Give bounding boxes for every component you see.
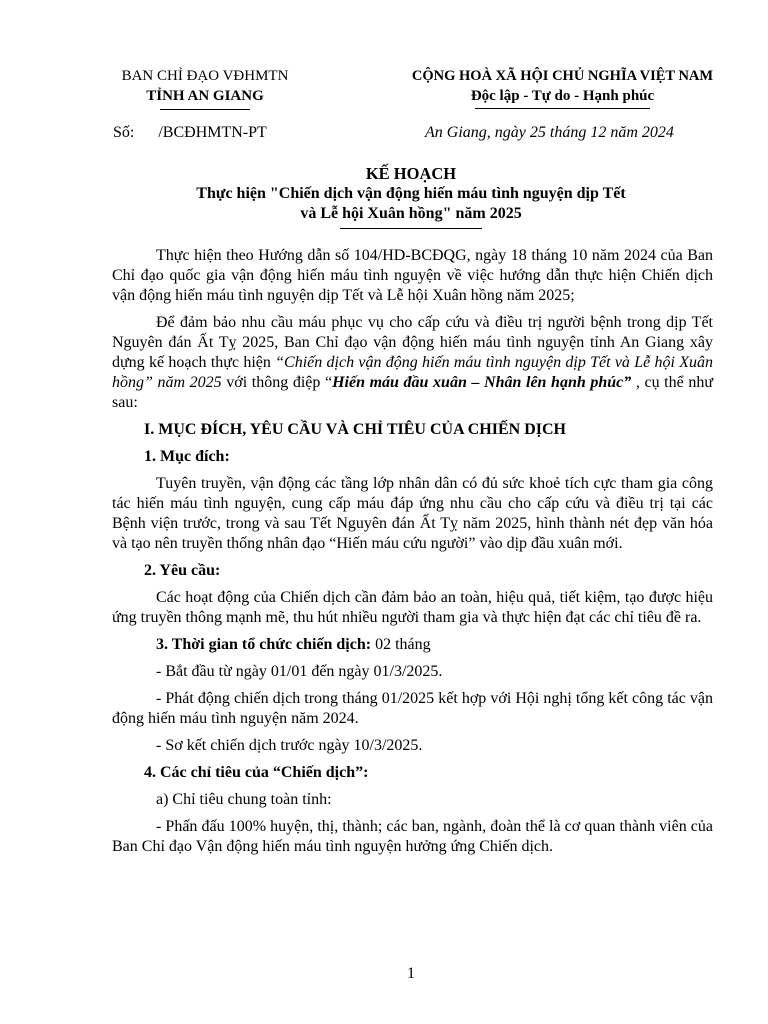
authority-name: BAN CHỈ ĐẠO VĐHMTN — [121, 68, 289, 84]
title-sub-line2: và Lễ hội Xuân hồng" năm 2025 — [300, 205, 522, 222]
bullet-launch: - Phát động chiến dịch trong tháng 01/2025 kết hợp với Hội nghị tổng kết công tác vận động hiến máu tình nguyện năm 2024. — [112, 690, 713, 727]
heading-purpose: 1. Mục đích: — [144, 448, 230, 465]
place-date: An Giang, ngày 25 tháng 12 năm 2024 — [425, 124, 674, 141]
document-number-label: Số: — [113, 124, 135, 141]
subheading-general-targets: a) Chỉ tiêu chung toàn tỉnh: — [156, 791, 332, 808]
title-sub-line1: Thực hiện "Chiến dịch vận động hiến máu tình nguyện dịp Tết — [196, 185, 626, 202]
section-heading-1: I. MỤC ĐÍCH, YÊU CẦU VÀ CHỈ TIÊU CỦA CHIẾN DỊCH — [144, 421, 566, 438]
authority-province: TỈNH AN GIANG — [146, 88, 264, 104]
document-body — [112, 246, 713, 864]
heading-targets: 4. Các chỉ tiêu của “Chiến dịch”: — [144, 764, 369, 781]
issuing-authority — [90, 66, 320, 110]
national-motto: Độc lập - Tự do - Hạnh phúc — [470, 88, 655, 104]
paragraph-purpose-intro — [112, 313, 713, 413]
heading-timeframe — [112, 635, 713, 655]
campaign-name: “Chiến dịch vận động hiến máu tình nguyện dịp Tết và Lễ hội Xuân hồng” năm 2025 — [112, 354, 713, 391]
document-number — [113, 124, 267, 142]
bullet-target-participation: - Phấn đấu 100% huyện, thị, thành; các ban, ngành, đoàn thể là cơ quan thành viên của Ban Chỉ đạo Vận động hiến máu tình nguyện hưởng ứng Chiến dịch. — [112, 818, 713, 855]
paragraph-text: , cụ thể như sau: — [112, 374, 714, 411]
motto-underline — [475, 108, 650, 109]
campaign-slogan: Hiến máu đầu xuân – Nhân lên hạnh phúc” — [332, 374, 632, 391]
paragraph-requirements: Các hoạt động của Chiến dịch cần đảm bảo an toàn, hiệu quả, tiết kiệm, tạo được hiệu ứng truyền thông mạnh mẽ, thu hút nhiều người tham gia và thực hiện đạt các chỉ tiêu đề ra. — [112, 589, 713, 626]
paragraph-basis: Thực hiện theo Hướng dẫn số 104/HD-BCĐQG, ngày 18 tháng 10 năm 2024 của Ban Chỉ đạo quốc gia vận động hiến máu tình nguyện về việc hướng dẫn thực hiện Chiến dịch vận động hiến máu tình nguyện dịp Tết và Lễ hội Xuân hồng năm 2025; — [112, 247, 713, 304]
national-heading — [400, 66, 725, 109]
authority-underline — [160, 109, 250, 110]
bullet-start-end: - Bắt đầu từ ngày 01/01 đến ngày 01/3/2025. — [156, 663, 443, 680]
timeframe-label: 3. Thời gian tổ chức chiến dịch: — [156, 636, 372, 653]
timeframe-value: 02 tháng — [371, 636, 431, 653]
paragraph-text: với thông điệp “ — [221, 374, 333, 391]
document-title — [90, 164, 732, 229]
heading-requirements: 2. Yêu cầu: — [144, 562, 221, 579]
title-underline — [340, 228, 482, 229]
title-main: KẾ HOẠCH — [365, 164, 457, 183]
paragraph-text: Để đảm bảo nhu cầu máu phục vụ cho cấp cứu và điều trị người bệnh trong dịp Tết Nguyên đán Ất Tỵ 2025, Ban Chỉ đạo vận động hiến máu tình nguyện tỉnh An Giang xây dựng kế hoạch thực hiện — [112, 314, 713, 371]
document-number-value: /BCĐHMTN-PT — [158, 124, 267, 141]
paragraph-purpose: Tuyên truyền, vận động các tầng lớp nhân dân có đủ sức khoẻ tích cực tham gia công tác hiến máu tình nguyện, cung cấp máu đáp ứng nhu cầu cho cấp cứu và điều trị tại các Bệnh viện trước, trong và sau Tết Nguyên đán Ất Tỵ năm 2025, hình thành nét đẹp văn hóa và tạo nên truyền thống nhân đạo “Hiến máu cứu người” vào dịp đầu xuân mới. — [112, 475, 713, 552]
page-number: 1 — [407, 965, 415, 982]
bullet-review: - Sơ kết chiến dịch trước ngày 10/3/2025. — [156, 737, 423, 754]
nation-name: CỘNG HOÀ XÃ HỘI CHỦ NGHĨA VIỆT NAM — [411, 68, 714, 84]
